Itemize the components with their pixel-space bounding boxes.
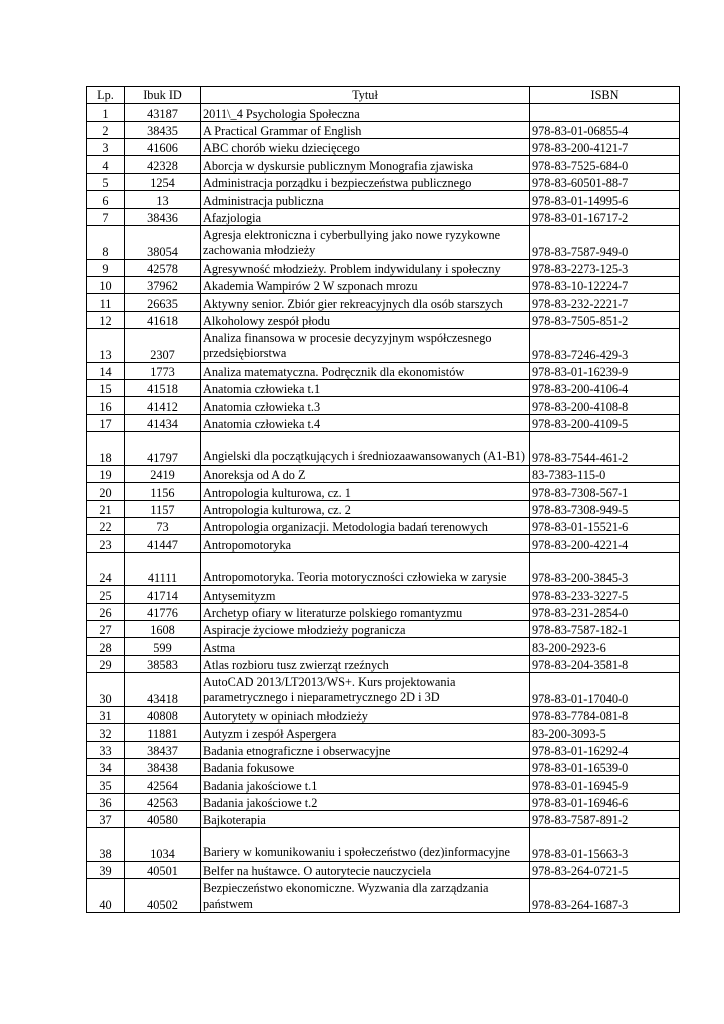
row-title: Anatomia człowieka t.3 bbox=[201, 397, 530, 414]
row-isbn: 83-200-2923-6 bbox=[530, 638, 680, 655]
row-title: Atlas rozbioru tusz zwierząt rzeźnych bbox=[201, 655, 530, 672]
table-row bbox=[87, 191, 680, 208]
row-isbn: 978-83-01-16717-2 bbox=[530, 208, 680, 225]
row-ibuk-id: 13 bbox=[125, 191, 201, 208]
row-lp: 9 bbox=[87, 259, 125, 276]
table-row bbox=[87, 879, 680, 913]
row-isbn: 83-200-3093-5 bbox=[530, 724, 680, 741]
row-lp: 26 bbox=[87, 603, 125, 620]
row-title: Agresja elektroniczna i cyberbullying jako nowe ryzykowne zachowania młodzieży bbox=[201, 225, 530, 259]
row-isbn: 978-83-264-0721-5 bbox=[530, 861, 680, 878]
row-title: Antysemityzm bbox=[201, 586, 530, 603]
row-isbn: 978-83-01-16945-9 bbox=[530, 776, 680, 793]
row-lp: 2 bbox=[87, 121, 125, 138]
row-isbn: 978-83-7308-567-1 bbox=[530, 483, 680, 500]
row-isbn: 978-83-233-3227-5 bbox=[530, 586, 680, 603]
row-ibuk-id: 41447 bbox=[125, 535, 201, 552]
row-lp: 6 bbox=[87, 191, 125, 208]
row-lp: 5 bbox=[87, 173, 125, 190]
row-title: Aktywny senior. Zbiór gier rekreacyjnych dla osób starszych bbox=[201, 294, 530, 311]
row-ibuk-id: 599 bbox=[125, 638, 201, 655]
row-isbn: 978-83-7784-081-8 bbox=[530, 706, 680, 723]
row-ibuk-id: 1773 bbox=[125, 362, 201, 379]
row-title: Antropologia organizacji. Metodologia badań terenowych bbox=[201, 517, 530, 534]
table-row bbox=[87, 276, 680, 293]
table-body bbox=[87, 104, 680, 913]
table-row bbox=[87, 603, 680, 620]
row-lp: 10 bbox=[87, 276, 125, 293]
table-row bbox=[87, 432, 680, 466]
row-lp: 30 bbox=[87, 673, 125, 707]
row-ibuk-id: 40502 bbox=[125, 879, 201, 913]
table-row bbox=[87, 483, 680, 500]
row-ibuk-id: 40808 bbox=[125, 706, 201, 723]
row-title: Aspiracje życiowe młodzieży pogranicza bbox=[201, 621, 530, 638]
row-ibuk-id: 41776 bbox=[125, 603, 201, 620]
table-row bbox=[87, 362, 680, 379]
row-title: Alkoholowy zespół płodu bbox=[201, 311, 530, 328]
table-row bbox=[87, 655, 680, 672]
table-row bbox=[87, 139, 680, 156]
table-row bbox=[87, 706, 680, 723]
row-isbn: 978-83-01-16292-4 bbox=[530, 741, 680, 758]
row-title: Autorytety w opiniach młodzieży bbox=[201, 706, 530, 723]
table-row bbox=[87, 638, 680, 655]
header-lp: Lp. bbox=[87, 87, 125, 104]
row-lp: 20 bbox=[87, 483, 125, 500]
row-title: Astma bbox=[201, 638, 530, 655]
table-row bbox=[87, 173, 680, 190]
row-lp: 36 bbox=[87, 793, 125, 810]
row-isbn: 978-83-7246-429-3 bbox=[530, 329, 680, 363]
row-ibuk-id: 40501 bbox=[125, 861, 201, 878]
row-isbn: 978-83-7587-949-0 bbox=[530, 225, 680, 259]
row-ibuk-id: 1157 bbox=[125, 500, 201, 517]
row-lp: 28 bbox=[87, 638, 125, 655]
row-title: Badania fokusowe bbox=[201, 758, 530, 775]
table-row bbox=[87, 621, 680, 638]
row-title: Belfer na huśtawce. O autorytecie nauczyciela bbox=[201, 861, 530, 878]
table-row bbox=[87, 121, 680, 138]
row-title: Administracja porządku i bezpieczeństwa publicznego bbox=[201, 173, 530, 190]
row-lp: 7 bbox=[87, 208, 125, 225]
row-title: Antropomotoryka bbox=[201, 535, 530, 552]
row-isbn: 978-83-200-4108-8 bbox=[530, 397, 680, 414]
row-ibuk-id: 38435 bbox=[125, 121, 201, 138]
row-isbn: 978-83-7544-461-2 bbox=[530, 432, 680, 466]
row-title: ABC chorób wieku dziecięcego bbox=[201, 139, 530, 156]
table-row bbox=[87, 259, 680, 276]
table-row bbox=[87, 535, 680, 552]
book-catalog-table bbox=[86, 86, 680, 913]
row-isbn: 978-83-7308-949-5 bbox=[530, 500, 680, 517]
row-lp: 33 bbox=[87, 741, 125, 758]
row-ibuk-id: 41518 bbox=[125, 380, 201, 397]
table-row bbox=[87, 758, 680, 775]
row-ibuk-id: 11881 bbox=[125, 724, 201, 741]
row-isbn: 978-83-01-17040-0 bbox=[530, 673, 680, 707]
row-title: 2011\_4 Psychologia Społeczna bbox=[201, 104, 530, 121]
table-row bbox=[87, 724, 680, 741]
row-lp: 16 bbox=[87, 397, 125, 414]
table-row bbox=[87, 465, 680, 482]
row-isbn: 978-83-200-4221-4 bbox=[530, 535, 680, 552]
table-row bbox=[87, 552, 680, 586]
row-title: Akademia Wampirów 2 W szponach mrozu bbox=[201, 276, 530, 293]
row-lp: 37 bbox=[87, 810, 125, 827]
row-isbn: 978-83-200-4106-4 bbox=[530, 380, 680, 397]
row-ibuk-id: 38438 bbox=[125, 758, 201, 775]
row-ibuk-id: 41434 bbox=[125, 414, 201, 431]
table-row bbox=[87, 311, 680, 328]
table-row bbox=[87, 810, 680, 827]
row-lp: 23 bbox=[87, 535, 125, 552]
row-isbn: 978-83-01-16239-9 bbox=[530, 362, 680, 379]
row-ibuk-id: 42563 bbox=[125, 793, 201, 810]
row-lp: 11 bbox=[87, 294, 125, 311]
table-row bbox=[87, 793, 680, 810]
row-ibuk-id: 43418 bbox=[125, 673, 201, 707]
row-lp: 3 bbox=[87, 139, 125, 156]
row-isbn: 978-83-60501-88-7 bbox=[530, 173, 680, 190]
row-title: Bariery w komunikowaniu i społeczeństwo (dez)informacyjne bbox=[201, 828, 530, 862]
row-isbn: 978-83-01-16539-0 bbox=[530, 758, 680, 775]
row-title: Agresywność młodzieży. Problem indywidulany i społeczny bbox=[201, 259, 530, 276]
row-lp: 1 bbox=[87, 104, 125, 121]
row-ibuk-id: 26635 bbox=[125, 294, 201, 311]
row-isbn: 978-83-7587-891-2 bbox=[530, 810, 680, 827]
row-title: Bezpieczeństwo ekonomiczne. Wyzwania dla zarządzania państwem bbox=[201, 879, 530, 913]
row-title: Anatomia człowieka t.1 bbox=[201, 380, 530, 397]
row-title: Badania etnograficzne i obserwacyjne bbox=[201, 741, 530, 758]
row-isbn bbox=[530, 104, 680, 121]
row-ibuk-id: 37962 bbox=[125, 276, 201, 293]
row-lp: 32 bbox=[87, 724, 125, 741]
header-title: Tytuł bbox=[201, 87, 530, 104]
row-isbn: 978-83-01-15663-3 bbox=[530, 828, 680, 862]
row-isbn: 978-83-264-1687-3 bbox=[530, 879, 680, 913]
row-title: Antropologia kulturowa, cz. 1 bbox=[201, 483, 530, 500]
table-row bbox=[87, 104, 680, 121]
row-title: Anoreksja od A do Z bbox=[201, 465, 530, 482]
row-title: Analiza matematyczna. Podręcznik dla ekonomistów bbox=[201, 362, 530, 379]
row-lp: 13 bbox=[87, 329, 125, 363]
row-isbn: 978-83-01-16946-6 bbox=[530, 793, 680, 810]
row-isbn: 978-83-204-3581-8 bbox=[530, 655, 680, 672]
table-row bbox=[87, 861, 680, 878]
table-header-row bbox=[87, 87, 680, 104]
row-title: Badania jakościowe t.1 bbox=[201, 776, 530, 793]
row-lp: 39 bbox=[87, 861, 125, 878]
header-isbn: ISBN bbox=[530, 87, 680, 104]
row-isbn: 978-83-7587-182-1 bbox=[530, 621, 680, 638]
table-row bbox=[87, 156, 680, 173]
row-title: AutoCAD 2013/LT2013/WS+. Kurs projektowania parametrycznego i nieparametrycznego 2D i 3D bbox=[201, 673, 530, 707]
row-title: Antropologia kulturowa, cz. 2 bbox=[201, 500, 530, 517]
row-lp: 24 bbox=[87, 552, 125, 586]
row-isbn: 978-83-7525-684-0 bbox=[530, 156, 680, 173]
table-row bbox=[87, 673, 680, 707]
row-lp: 12 bbox=[87, 311, 125, 328]
row-ibuk-id: 41606 bbox=[125, 139, 201, 156]
row-isbn: 978-83-10-12224-7 bbox=[530, 276, 680, 293]
row-isbn: 978-83-7505-851-2 bbox=[530, 311, 680, 328]
row-ibuk-id: 41714 bbox=[125, 586, 201, 603]
row-ibuk-id: 38437 bbox=[125, 741, 201, 758]
row-isbn: 978-83-2273-125-3 bbox=[530, 259, 680, 276]
row-title: Administracja publiczna bbox=[201, 191, 530, 208]
row-isbn: 978-83-231-2854-0 bbox=[530, 603, 680, 620]
row-isbn: 978-83-01-14995-6 bbox=[530, 191, 680, 208]
table-row bbox=[87, 208, 680, 225]
row-lp: 35 bbox=[87, 776, 125, 793]
row-ibuk-id: 41618 bbox=[125, 311, 201, 328]
row-ibuk-id: 42328 bbox=[125, 156, 201, 173]
row-lp: 17 bbox=[87, 414, 125, 431]
row-isbn: 978-83-232-2221-7 bbox=[530, 294, 680, 311]
row-ibuk-id: 42564 bbox=[125, 776, 201, 793]
row-ibuk-id: 1156 bbox=[125, 483, 201, 500]
row-lp: 38 bbox=[87, 828, 125, 862]
row-title: Autyzm i zespół Aspergera bbox=[201, 724, 530, 741]
row-ibuk-id: 1254 bbox=[125, 173, 201, 190]
row-ibuk-id: 1034 bbox=[125, 828, 201, 862]
row-ibuk-id: 41111 bbox=[125, 552, 201, 586]
table-row bbox=[87, 500, 680, 517]
row-title: Archetyp ofiary w literaturze polskiego romantyzmu bbox=[201, 603, 530, 620]
row-lp: 21 bbox=[87, 500, 125, 517]
row-title: Anatomia człowieka t.4 bbox=[201, 414, 530, 431]
row-isbn: 978-83-200-3845-3 bbox=[530, 552, 680, 586]
table-row bbox=[87, 414, 680, 431]
header-ibuk-id: Ibuk ID bbox=[125, 87, 201, 104]
row-ibuk-id: 1608 bbox=[125, 621, 201, 638]
row-isbn: 978-83-01-15521-6 bbox=[530, 517, 680, 534]
row-ibuk-id: 41797 bbox=[125, 432, 201, 466]
row-lp: 25 bbox=[87, 586, 125, 603]
table-row bbox=[87, 586, 680, 603]
row-ibuk-id: 2307 bbox=[125, 329, 201, 363]
row-isbn: 978-83-01-06855-4 bbox=[530, 121, 680, 138]
row-ibuk-id: 38583 bbox=[125, 655, 201, 672]
row-lp: 27 bbox=[87, 621, 125, 638]
row-lp: 19 bbox=[87, 465, 125, 482]
row-ibuk-id: 41412 bbox=[125, 397, 201, 414]
table-row bbox=[87, 397, 680, 414]
table-row bbox=[87, 225, 680, 259]
table-row bbox=[87, 828, 680, 862]
row-lp: 15 bbox=[87, 380, 125, 397]
row-ibuk-id: 73 bbox=[125, 517, 201, 534]
row-title: A Practical Grammar of English bbox=[201, 121, 530, 138]
row-title: Badania jakościowe t.2 bbox=[201, 793, 530, 810]
row-lp: 29 bbox=[87, 655, 125, 672]
row-lp: 4 bbox=[87, 156, 125, 173]
table-row bbox=[87, 294, 680, 311]
row-lp: 14 bbox=[87, 362, 125, 379]
row-ibuk-id: 43187 bbox=[125, 104, 201, 121]
row-isbn: 83-7383-115-0 bbox=[530, 465, 680, 482]
table-row bbox=[87, 329, 680, 363]
row-title: Antropomotoryka. Teoria motoryczności człowieka w zarysie bbox=[201, 552, 530, 586]
row-lp: 40 bbox=[87, 879, 125, 913]
row-lp: 18 bbox=[87, 432, 125, 466]
table-row bbox=[87, 380, 680, 397]
table-row bbox=[87, 776, 680, 793]
row-title: Angielski dla początkujących i średniozaawansowanych (A1-B1) bbox=[201, 432, 530, 466]
row-lp: 34 bbox=[87, 758, 125, 775]
row-ibuk-id: 40580 bbox=[125, 810, 201, 827]
row-ibuk-id: 42578 bbox=[125, 259, 201, 276]
row-lp: 31 bbox=[87, 706, 125, 723]
row-title: Aborcja w dyskursie publicznym Monografia zjawiska bbox=[201, 156, 530, 173]
row-isbn: 978-83-200-4109-5 bbox=[530, 414, 680, 431]
row-isbn: 978-83-200-4121-7 bbox=[530, 139, 680, 156]
row-ibuk-id: 38054 bbox=[125, 225, 201, 259]
row-title: Afazjologia bbox=[201, 208, 530, 225]
row-title: Analiza finansowa w procesie decyzyjnym współczesnego przedsiębiorstwa bbox=[201, 329, 530, 363]
row-lp: 8 bbox=[87, 225, 125, 259]
row-ibuk-id: 2419 bbox=[125, 465, 201, 482]
table-row bbox=[87, 517, 680, 534]
table-row bbox=[87, 741, 680, 758]
row-title: Bajkoterapia bbox=[201, 810, 530, 827]
row-ibuk-id: 38436 bbox=[125, 208, 201, 225]
row-lp: 22 bbox=[87, 517, 125, 534]
